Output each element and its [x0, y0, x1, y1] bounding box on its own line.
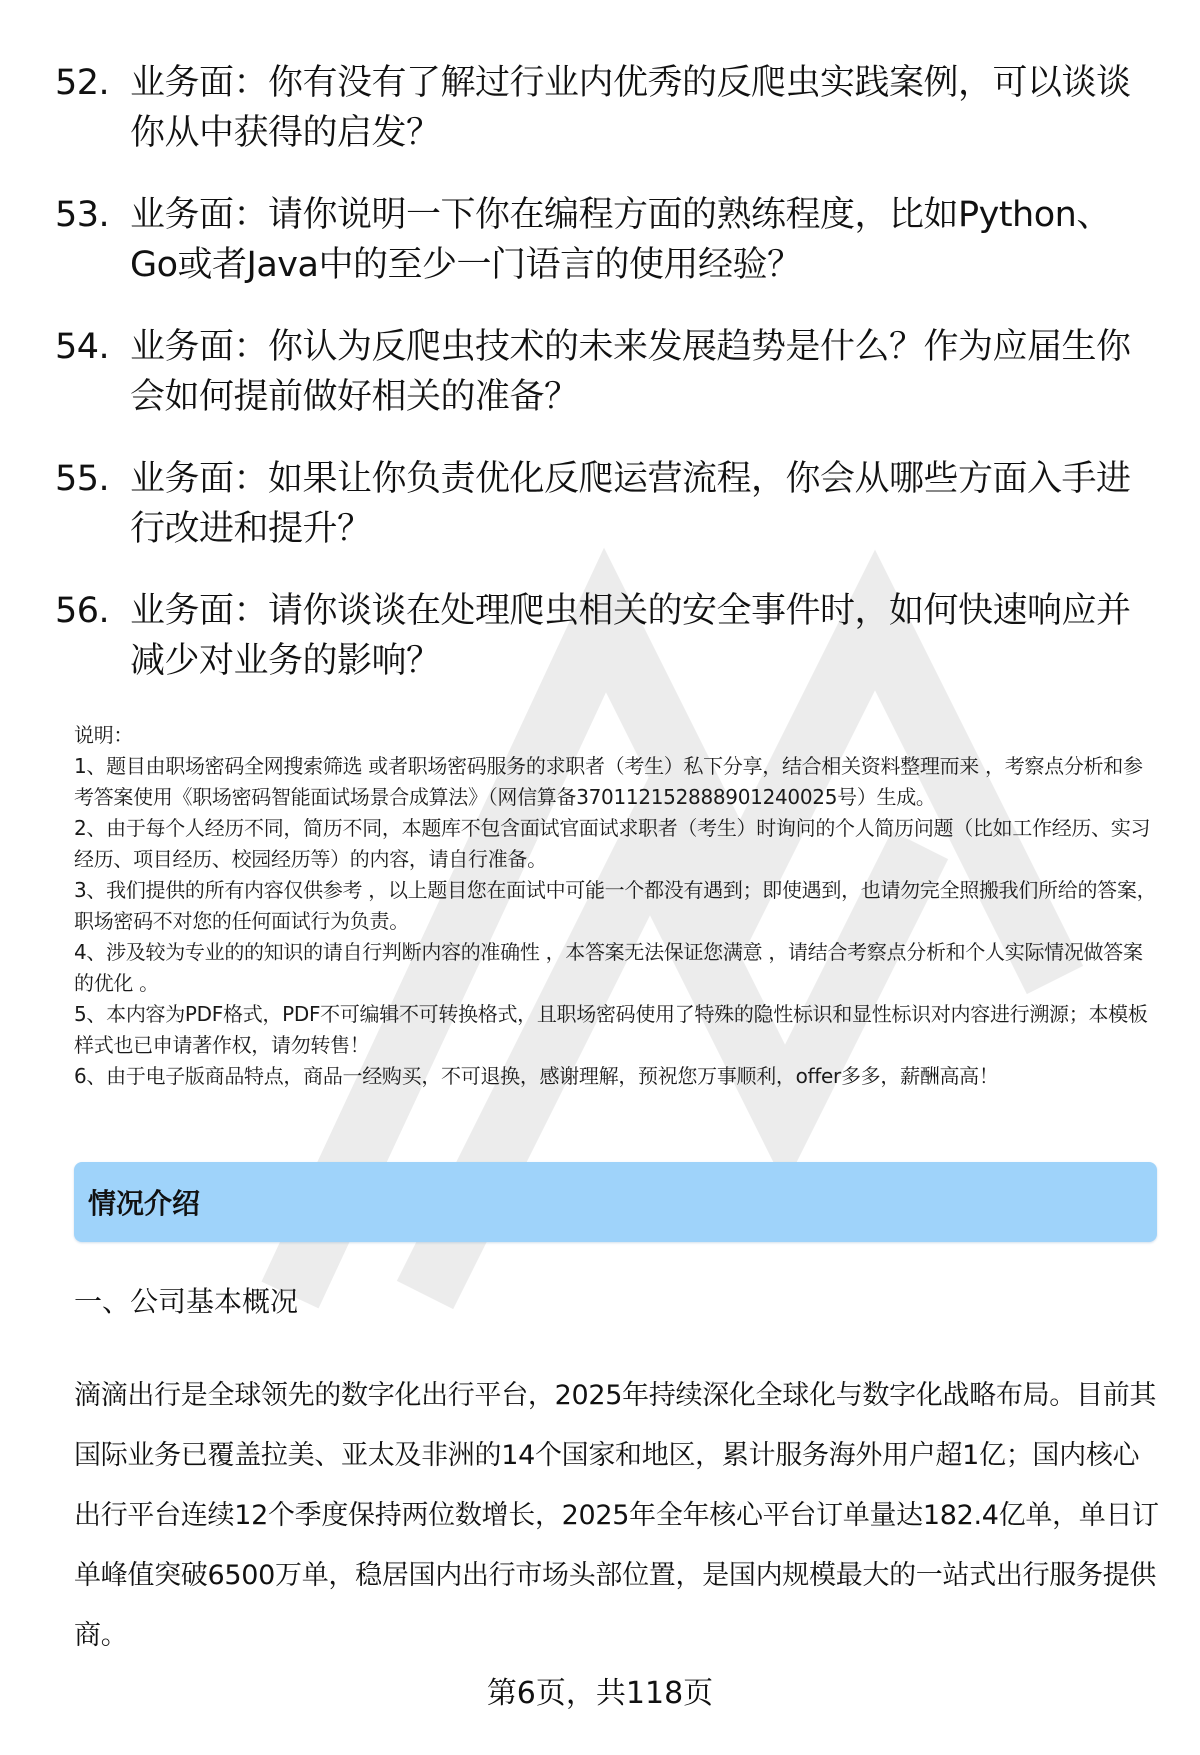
question-item — [55, 586, 1145, 686]
note-item: 2、由于每个人经历不同，简历不同，本题库不包含面试官面试求职者（考生）时询问的个人简历问题（比如工作经历、实习经历、项目经历、校园经历等）的内容，请自行准备。 — [74, 816, 1151, 871]
company-overview-heading: 一、公司基本概况 — [74, 1285, 299, 1318]
question-item — [55, 58, 1145, 158]
disclaimer-notes — [74, 720, 1160, 1092]
question-item — [55, 454, 1145, 554]
question-text: 业务面：你认为反爬虫技术的未来发展趋势是什么？作为应届生你会如何提前做好相关的准备？ — [130, 327, 1131, 417]
question-text: 业务面：请你谈谈在处理爬虫相关的安全事件时，如何快速响应并减少对业务的影响？ — [130, 591, 1131, 681]
note-item: 1、题目由职场密码全网搜索筛选 或者职场密码服务的求职者（考生）私下分享，结合相关资料整理而来 ，考察点分析和参考答案使用《职场密码智能面试场景合成算法》（网信算备370112152888901240025号）生成。 — [74, 754, 1143, 809]
note-item: 6、由于电子版商品特点，商品一经购买，不可退换，感谢理解，预祝您万事顺利，offer多多，薪酬高高！ — [74, 1064, 999, 1088]
question-item — [55, 190, 1145, 290]
question-number: 53. — [55, 195, 110, 235]
question-text: 业务面：如果让你负责优化反爬运营流程，你会从哪些方面入手进行改进和提升？ — [130, 459, 1131, 549]
page-number: 第6页，共118页 — [486, 1676, 714, 1711]
question-text: 业务面：请你说明一下你在编程方面的熟练程度，比如Python、Go或者Java中的至少一门语言的使用经验？ — [130, 195, 1111, 285]
section-header-box — [74, 1162, 1157, 1242]
question-text: 业务面：你有没有了解过行业内优秀的反爬虫实践案例，可以谈谈你从中获得的启发？ — [130, 63, 1131, 153]
question-number: 52. — [55, 63, 110, 103]
question-list — [55, 58, 1145, 718]
note-item: 5、本内容为PDF格式，PDF不可编辑不可转换格式，且职场密码使用了特殊的隐性标识和显性标识对内容进行溯源；本模板样式也已申请著作权，请勿转售！ — [74, 1002, 1148, 1057]
question-number: 55. — [55, 459, 110, 499]
note-item: 4、涉及较为专业的的知识的请自行判断内容的准确性 ，本答案无法保证您满意 ，请结合考察点分析和个人实际情况做答案的优化 。 — [74, 940, 1143, 995]
section-title: 情况介绍 — [88, 1187, 201, 1220]
notes-title: 说明： — [74, 723, 134, 747]
question-number: 54. — [55, 327, 110, 367]
company-overview-paragraph: 滴滴出行是全球领先的数字化出行平台，2025年持续深化全球化与数字化战略布局。目前其国际业务已覆盖拉美、亚太及非洲的14个国家和地区，累计服务海外用户超1亿；国内核心出行平台连续12个季度保持两位数增长，2025年全年核心平台订单量达182.4亿单，单日订单峰值突破6500万单，稳居国内出行市场头部位置，是国内规模最大的一站式出行服务提供商。 — [74, 1380, 1159, 1651]
question-item — [55, 322, 1145, 422]
question-number: 56. — [55, 591, 110, 631]
note-item: 3、我们提供的所有内容仅供参考 ，以上题目您在面试中可能一个都没有遇到；即使遇到，也请勿完全照搬我们所给的答案，职场密码不对您的任何面试行为负责。 — [74, 878, 1157, 933]
